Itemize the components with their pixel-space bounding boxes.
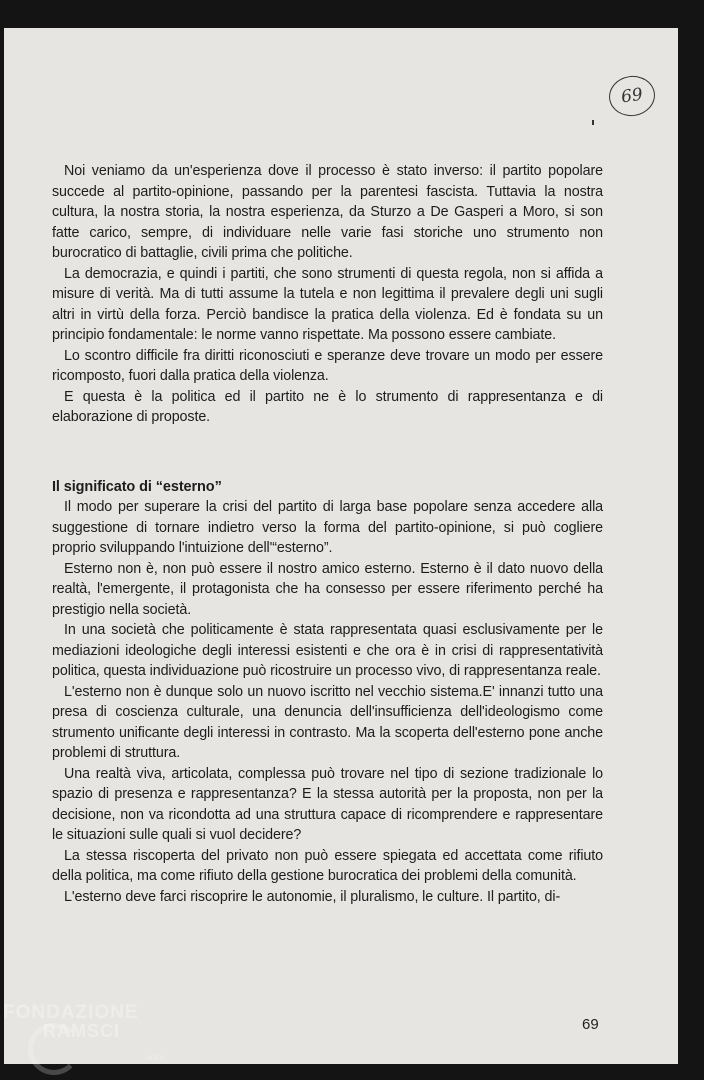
paragraph: L'esterno deve farci riscoprire le autonomie, il pluralismo, le culture. Il partito, di- bbox=[64, 888, 561, 905]
paragraph: Il modo per superare la crisi del partito di larga base popolare senza accedere alla suggestione di tornare indietro verso la forma del partito-opinione, si può cogliere proprio sviluppando l'intuizione dell'“esterno”. bbox=[52, 499, 603, 556]
watermark-small: onlus bbox=[146, 1053, 166, 1062]
document-page bbox=[4, 28, 678, 1064]
paragraph: E questa è la politica ed il partito ne è lo strumento di rappresentanza e di elaborazione di proposte. bbox=[52, 388, 603, 425]
paragraph: La democrazia, e quindi i partiti, che sono strumenti di questa regola, non si affida a misure di verità. Ma di tutti assume la tutela e non legittima il prevalere degli uni sugli altri in virtù della forza. Perciò bandisce la pratica della violenza. Ed è fondata su un principio fondamentale: le norme vanno rispettate. Ma possono essere cambiate. bbox=[52, 265, 603, 343]
paragraph: Lo scontro difficile fra diritti riconosciuti e speranze deve trovare un modo per essere ricomposto, fuori dalla pratica della violenza. bbox=[52, 347, 603, 384]
handwritten-page-number: 69 bbox=[606, 73, 657, 119]
paragraph: Noi veniamo da un'esperienza dove il processo è stato inverso: il partito popolare succede al partito-opinione, passando per la parentesi fascista. Tuttavia la nostra cultura, la nostra storia, la nostra esperienza, da Sturzo a De Gasperi a Moro, si son fatte carico, sempre, di individuare nelle varie fasi storiche uno strumento non burocratico di battaglie, civili prima che politiche. bbox=[52, 163, 603, 261]
paragraph: Esterno non è, non può essere il nostro amico esterno. Esterno è il dato nuovo della realtà, l'emergente, il protagonista che ha consesso per essere riferimento perché ha prestigio nella società. bbox=[52, 560, 603, 618]
paragraph: La stessa riscoperta del privato non può essere spiegata ed accettata come rifiuto della politica, ma come rifiuto della gestione burocratica dei problemi della comunità. bbox=[52, 847, 603, 884]
pen-mark bbox=[592, 120, 594, 125]
paragraph: In una società che politicamente è stata rappresentata quasi esclusivamente per le mediazioni ideologiche degli interessi esistenti e che ora è in crisi di rappresentatività politica, questa individuazione può ricostruire un processo vivo, di rappresentanza reale. bbox=[52, 622, 603, 679]
body-text bbox=[52, 161, 603, 907]
watermark-line2: RAMSCI bbox=[43, 1021, 120, 1041]
paragraph: Una realtà viva, articolata, complessa può trovare nel tipo di sezione tradizionale lo spazio di presenza e rappresentanza? E la stessa autorità per la proposta, non per la decisione, non va ricondotta ad una struttura capace di ricomprendere e rappresentare le situazioni sulle quali si vuol decidere? bbox=[52, 765, 603, 843]
section-heading: Il significato di “esterno” bbox=[52, 478, 222, 495]
watermark bbox=[3, 1003, 139, 1041]
watermark-line1: FONDAZIONE bbox=[3, 1002, 139, 1023]
page-number: 69 bbox=[582, 1016, 599, 1033]
paragraph: L'esterno non è dunque solo un nuovo iscritto nel vecchio sistema.E' innanzi tutto una presa di coscienza culturale, una denuncia dell'insufficienza dell'ideologismo come strumento unificante degli interessi in contrasto. Ma la scoperta dell'esterno pone anche problemi di struttura. bbox=[52, 683, 603, 761]
